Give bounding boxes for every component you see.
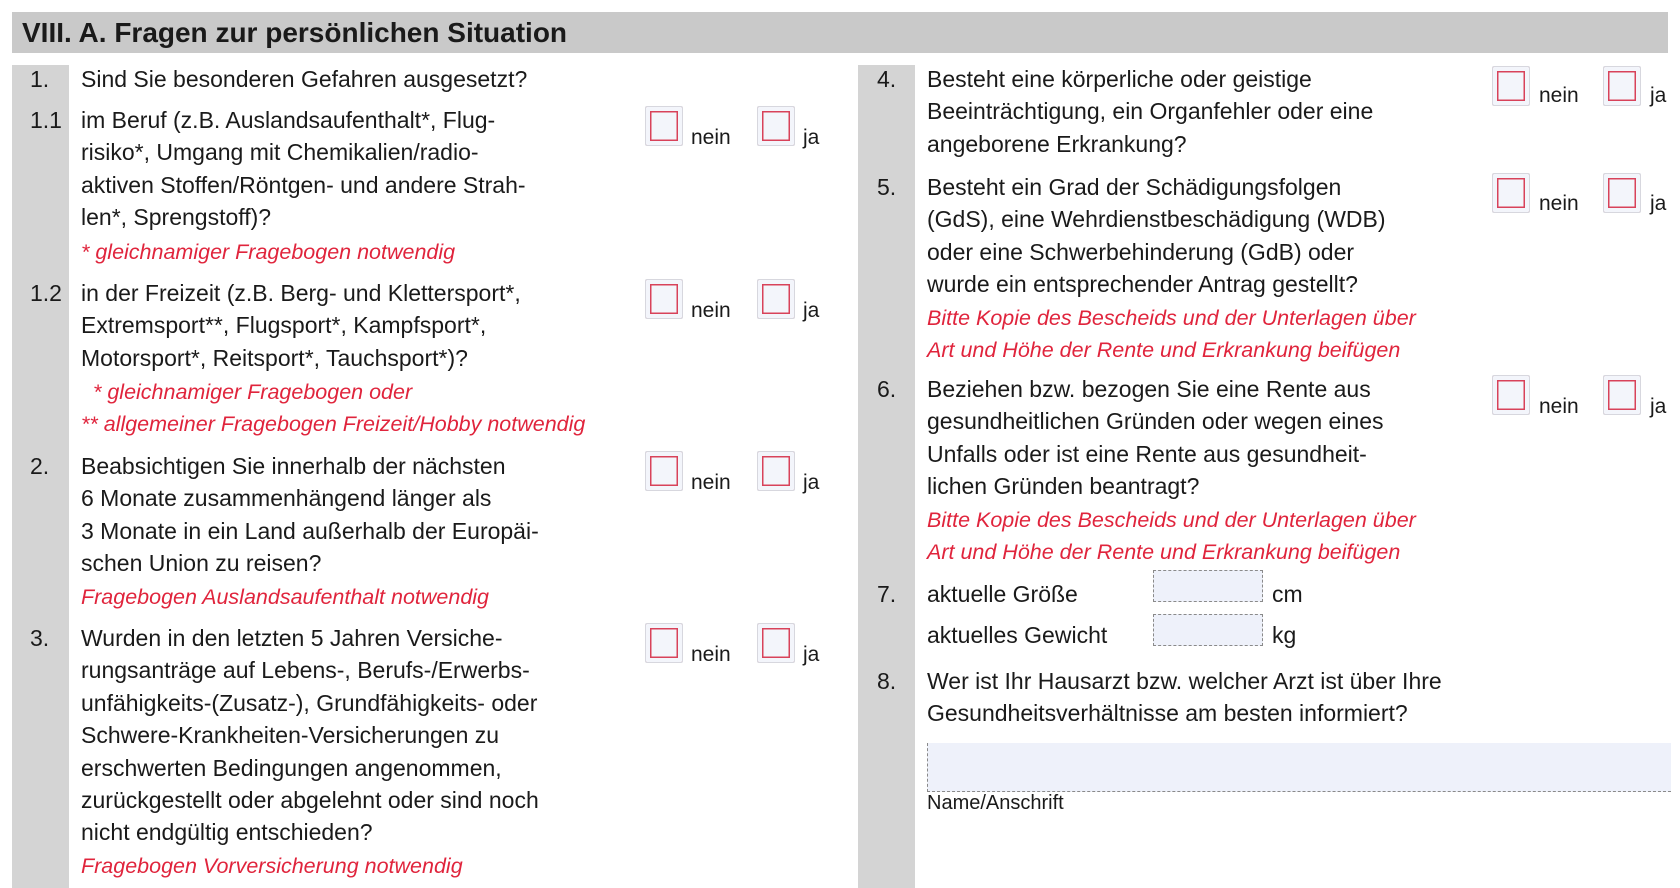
q6-no-label: nein <box>1539 395 1579 418</box>
q2-no-label: nein <box>691 471 731 494</box>
q1-2-yes-checkbox[interactable] <box>757 279 795 319</box>
q1-1-yes-label: ja <box>803 126 820 149</box>
question-1-2-note: * gleichnamiger Fragebogen oder <box>93 380 413 404</box>
question-number: 7. <box>877 581 897 607</box>
q4-no-label: nein <box>1539 84 1579 107</box>
question-1-2-text: in der Freizeit (z.B. Berg- und Klettersport*, Extremsport**, Flugsport*, Kampfsport*, Motorsport*, Reitsport*, Tauchsport*)? <box>81 280 521 371</box>
q1-1-no-label: nein <box>691 126 731 149</box>
question-2-note: Fragebogen Auslandsaufenthalt notwendig <box>81 585 490 609</box>
question-5-text: Besteht ein Grad der Schädigungsfolgen (GdS), eine Wehrdienstbeschädigung (WDB) oder eine Schwerbehinderung (GdB) oder wurde ein entsprechender Antrag gestellt? <box>927 174 1386 298</box>
q2-yes-label: ja <box>803 471 820 494</box>
doctor-name-address-input[interactable] <box>927 743 1671 792</box>
question-5-note: Bitte Kopie des Bescheids und der Unterlagen über Art und Höhe der Rente und Erkrankung beifügen <box>927 306 1416 363</box>
q5-no-label: nein <box>1539 192 1579 215</box>
question-3-text: Wurden in den letzten 5 Jahren Versiche- rungsanträge auf Lebens-, Berufs-/Erwerbs- unfähigkeits-(Zusatz-), Grundfähigkeits- oder Schwere-Krankheiten-Versicherungen zu erschwerten Bedingungen angenommen, zurückgestellt oder abgelehnt oder sind noch nicht endgültig entschieden? <box>81 625 539 846</box>
question-number: 1. <box>30 66 50 92</box>
question-4-text: Besteht eine körperliche oder geistige Beeinträchtigung, ein Organfehler oder eine angeborene Erkrankung? <box>927 66 1374 157</box>
question-number: 4. <box>877 66 897 92</box>
question-number: 5. <box>877 174 897 200</box>
weight-unit: kg <box>1272 622 1297 648</box>
q4-yes-checkbox[interactable] <box>1603 66 1641 106</box>
q5-yes-label: ja <box>1650 192 1667 215</box>
q5-yes-checkbox[interactable] <box>1603 173 1641 213</box>
weight-label: aktuelles Gewicht <box>927 622 1108 648</box>
question-number: 6. <box>877 376 897 402</box>
doctor-field-caption: Name/Anschrift <box>927 792 1064 814</box>
question-6-note: Bitte Kopie des Bescheids und der Unterlagen über Art und Höhe der Rente und Erkrankung beifügen <box>927 508 1416 565</box>
weight-input[interactable] <box>1153 614 1263 646</box>
q4-no-checkbox[interactable] <box>1492 66 1530 106</box>
question-number: 3. <box>30 625 50 651</box>
question-number: 2. <box>30 453 50 479</box>
q3-yes-checkbox[interactable] <box>757 623 795 663</box>
q5-no-checkbox[interactable] <box>1492 173 1530 213</box>
question-3-note: Fragebogen Vorversicherung notwendig <box>81 854 463 878</box>
q1-1-yes-checkbox[interactable] <box>757 106 795 146</box>
q3-yes-label: ja <box>803 643 820 666</box>
q3-no-label: nein <box>691 643 731 666</box>
q1-2-yes-label: ja <box>803 299 820 322</box>
q1-1-no-checkbox[interactable] <box>645 106 683 146</box>
q2-yes-checkbox[interactable] <box>757 451 795 491</box>
height-label: aktuelle Größe <box>927 581 1078 607</box>
question-6-text: Beziehen bzw. bezogen Sie eine Rente aus gesundheitlichen Gründen oder wegen eines Unfalls oder ist eine Rente aus gesundheit- lichen Gründen beantragt? <box>927 376 1384 500</box>
q6-yes-checkbox[interactable] <box>1603 375 1641 415</box>
question-1-2-note: ** allgemeiner Fragebogen Freizeit/Hobby notwendig <box>81 412 586 436</box>
q1-2-no-checkbox[interactable] <box>645 279 683 319</box>
q1-2-no-label: nein <box>691 299 731 322</box>
height-unit: cm <box>1272 581 1303 607</box>
question-2-text: Beabsichtigen Sie innerhalb der nächsten 6 Monate zusammenhängend länger als 3 Monate in ein Land außerhalb der Europäi- schen Union zu reisen? <box>81 453 539 577</box>
question-1-1-text: im Beruf (z.B. Auslandsaufenthalt*, Flug- risiko*, Umgang mit Chemikalien/radio- aktiven Stoffen/Röntgen- und andere Strah- len*, Sprengstoff)? <box>81 107 526 231</box>
height-input[interactable] <box>1153 570 1263 602</box>
question-number: 8. <box>877 668 897 694</box>
q2-no-checkbox[interactable] <box>645 451 683 491</box>
q6-no-checkbox[interactable] <box>1492 375 1530 415</box>
q3-no-checkbox[interactable] <box>645 623 683 663</box>
question-1-1-note: * gleichnamiger Fragebogen notwendig <box>81 240 456 264</box>
question-8-text: Wer ist Ihr Hausarzt bzw. welcher Arzt ist über Ihre Gesundheitsverhältnisse am besten informiert? <box>927 668 1442 727</box>
question-number: 1.1 <box>30 107 62 133</box>
question-number: 1.2 <box>30 280 62 306</box>
question-1-text: Sind Sie besonderen Gefahren ausgesetzt? <box>81 66 528 92</box>
section-title: VIII. A. Fragen zur persönlichen Situation <box>12 12 1668 53</box>
q6-yes-label: ja <box>1650 395 1667 418</box>
q4-yes-label: ja <box>1650 84 1667 107</box>
